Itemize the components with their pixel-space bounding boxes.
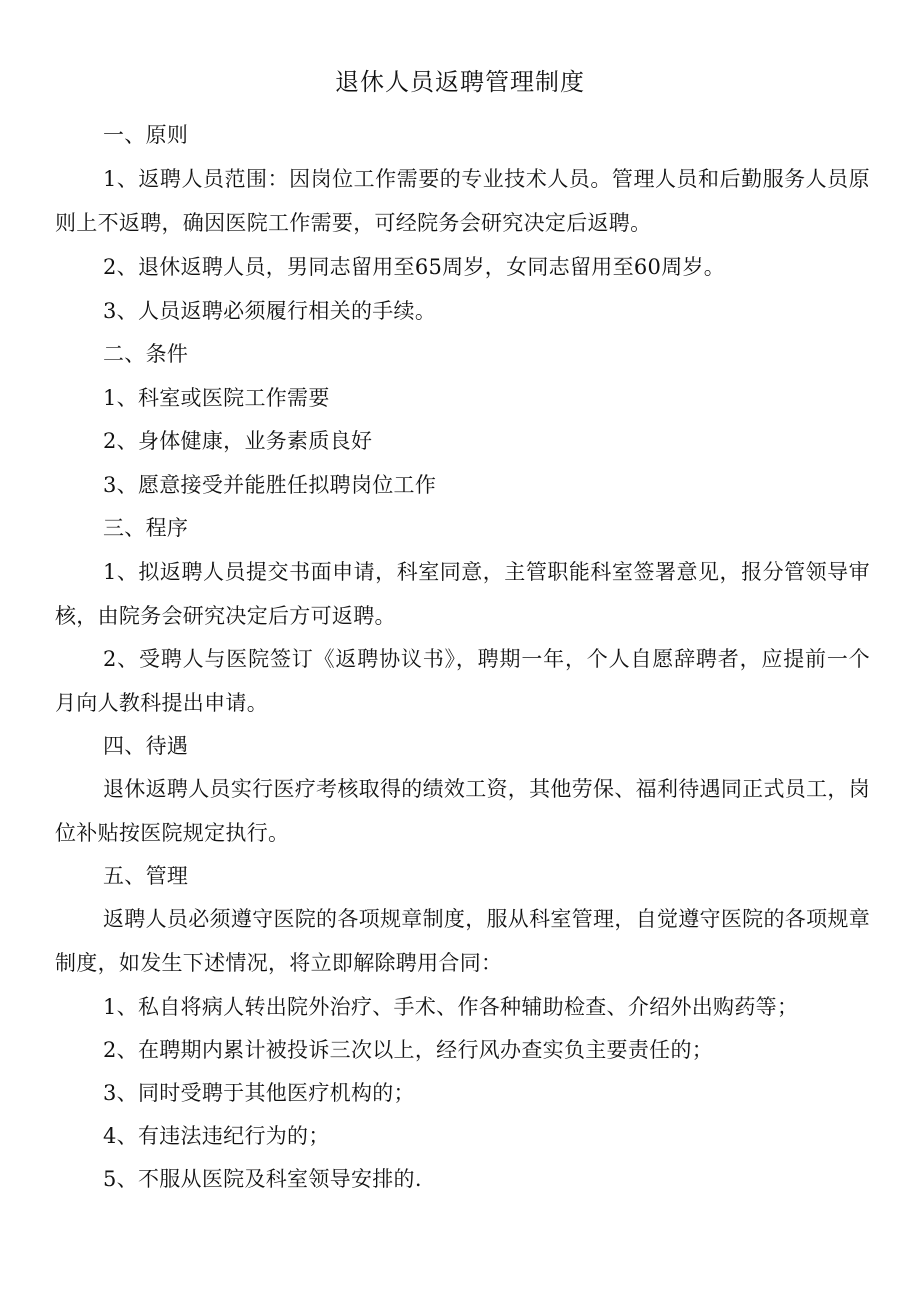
paragraph-management-item-1: 1、私自将病人转出院外治疗、手术、作各种辅助检查、介绍外出购药等；: [103, 995, 799, 1019]
paragraph-management: 返聘人员必须遵守医院的各项规章制度，服从科室管理，自觉遵守医院的各项规章制度，如发生下述情况，将立即解除聘用合同：: [55, 907, 870, 975]
section-heading-procedure: 三、程序: [103, 516, 189, 540]
section-heading-principles: 一、原则: [103, 123, 189, 147]
paragraph-principle-3: 3、人员返聘必须履行相关的手续。: [103, 299, 437, 323]
section-heading-benefits: 四、待遇: [103, 734, 189, 758]
section-heading-management: 五、管理: [103, 864, 189, 888]
paragraph-condition-2: 2、身体健康，业务素质良好: [103, 429, 373, 453]
paragraph-principle-1: 1、返聘人员范围：因岗位工作需要的专业技术人员。管理人员和后勤服务人员原则上不返聘，确因医院工作需要，可经院务会研究决定后返聘。: [55, 167, 870, 235]
document-title: 退休人员返聘管理制度: [335, 68, 585, 96]
paragraph-benefits: 退休返聘人员实行医疗考核取得的绩效工资，其他劳保、福利待遇同正式员工，岗位补贴按医院规定执行。: [55, 777, 870, 845]
section-heading-conditions: 二、条件: [103, 342, 189, 366]
paragraph-management-item-3: 3、同时受聘于其他医疗机构的；: [103, 1081, 415, 1105]
paragraph-management-item-2: 2、在聘期内累计被投诉三次以上，经行风办查实负主要责任的；: [103, 1038, 714, 1062]
paragraph-management-item-5: 5、不服从医院及科室领导安排的.: [103, 1167, 422, 1191]
paragraph-procedure-2: 2、受聘人与医院签订《返聘协议书》，聘期一年，个人自愿辞聘者，应提前一个月向人教科提出申请。: [55, 647, 870, 715]
paragraph-procedure-1: 1、拟返聘人员提交书面申请，科室同意，主管职能科室签署意见，报分管领导审核，由院务会研究决定后方可返聘。: [55, 560, 870, 628]
paragraph-management-item-4: 4、有违法违纪行为的；: [103, 1124, 330, 1148]
paragraph-condition-3: 3、愿意接受并能胜任拟聘岗位工作: [103, 473, 437, 497]
paragraph-condition-1: 1、科室或医院工作需要: [103, 386, 330, 410]
paragraph-principle-2: 2、退休返聘人员，男同志留用至65周岁，女同志留用至60周岁。: [103, 255, 726, 279]
